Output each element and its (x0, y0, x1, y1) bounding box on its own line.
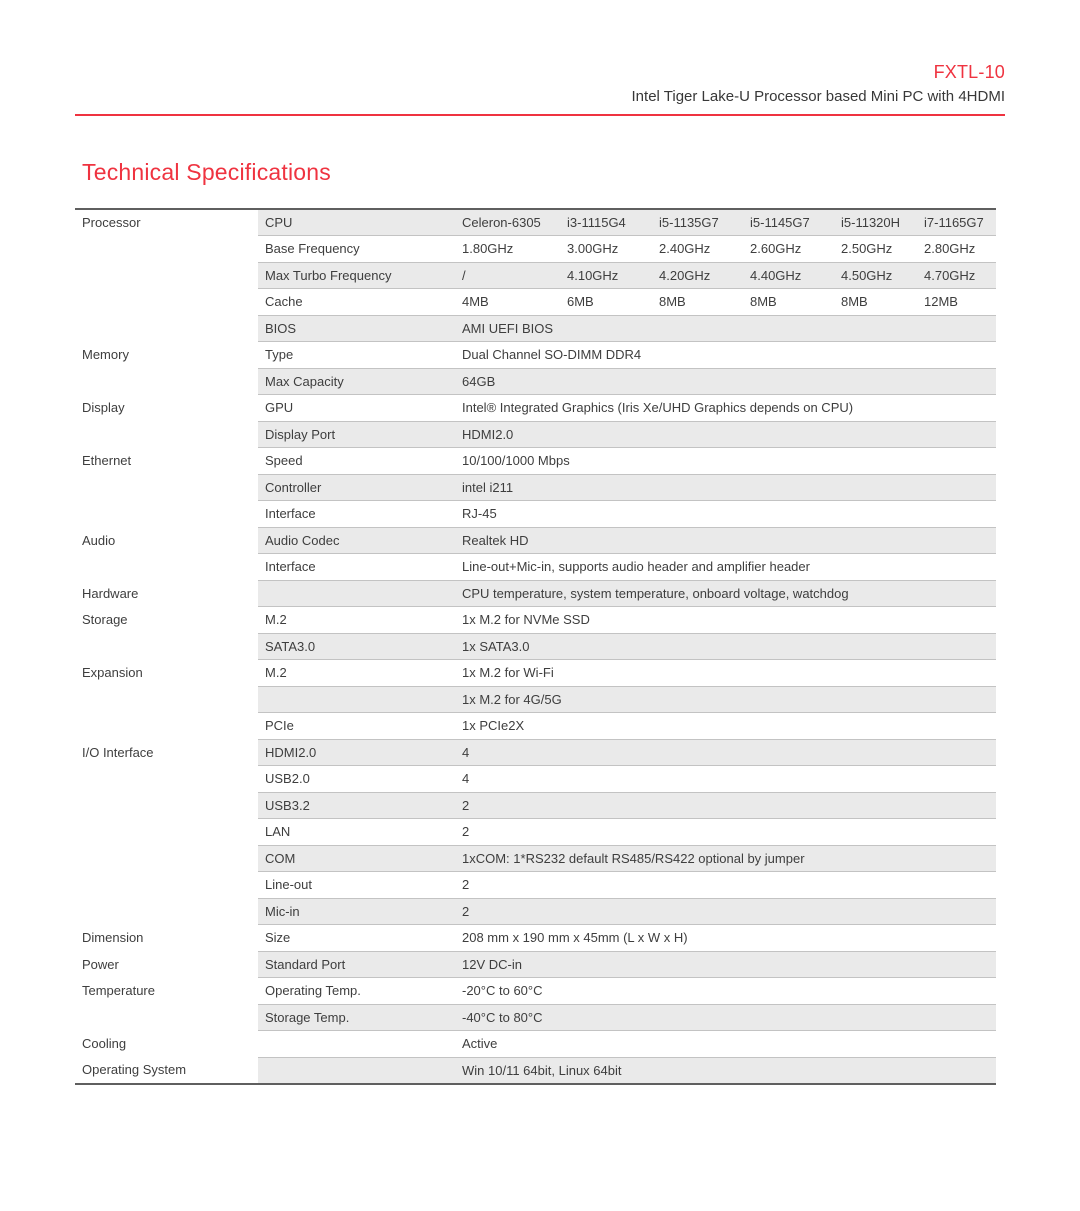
table-row (75, 501, 996, 528)
value-cell: 10/100/1000 Mbps (455, 448, 996, 475)
category-cell (75, 236, 258, 263)
category-cell: Memory (82, 347, 129, 363)
table-row (75, 1031, 996, 1058)
key-cell: Cache (258, 289, 455, 316)
value-cell: 4 (455, 766, 996, 793)
key-cell: BIOS (258, 315, 455, 342)
table-row (75, 262, 996, 289)
table-row (75, 872, 996, 899)
value-cell: 3.00GHz (560, 236, 652, 263)
table-row (75, 527, 996, 554)
value-cell: 2 (455, 898, 996, 925)
key-cell (258, 686, 455, 713)
page-title: Technical Specifications (82, 159, 331, 185)
value-cell: 2 (455, 819, 996, 846)
key-cell: M.2 (258, 607, 455, 634)
key-cell (258, 1057, 455, 1084)
value-cell: i5-1145G7 (743, 209, 834, 236)
datasheet-page (0, 62, 1080, 1085)
value-cell: i3-1115G4 (560, 209, 652, 236)
page-subtitle: Intel Tiger Lake-U Processor based Mini PC with 4HDMI (631, 88, 1005, 105)
category-cell (75, 368, 258, 395)
value-cell: Celeron-6305 (455, 209, 560, 236)
value-cell: 8MB (743, 289, 834, 316)
category-cell: Storage (82, 612, 128, 628)
value-cell: 4.50GHz (834, 262, 917, 289)
table-row (75, 421, 996, 448)
value-cell: 1xCOM: 1*RS232 default RS485/RS422 optional by jumper (455, 845, 996, 872)
table-row (75, 792, 996, 819)
value-cell: 64GB (455, 368, 996, 395)
category-cell (75, 686, 258, 713)
key-cell: M.2 (258, 660, 455, 687)
category-cell (75, 633, 258, 660)
table-row (75, 315, 996, 342)
key-cell: Mic-in (258, 898, 455, 925)
category-cell: Temperature (82, 983, 155, 999)
table-row (75, 925, 996, 952)
value-cell: 4.40GHz (743, 262, 834, 289)
table-row (75, 845, 996, 872)
table-row (75, 448, 996, 475)
table-row (75, 978, 996, 1005)
header-rule (75, 114, 1005, 116)
key-cell: LAN (258, 819, 455, 846)
key-cell: Interface (258, 554, 455, 581)
key-cell: COM (258, 845, 455, 872)
table-row (75, 209, 996, 236)
key-cell: Standard Port (258, 951, 455, 978)
value-cell: 4.10GHz (560, 262, 652, 289)
category-cell (75, 554, 258, 581)
key-cell: PCIe (258, 713, 455, 740)
key-cell: Speed (258, 448, 455, 475)
table-row (75, 766, 996, 793)
key-cell: HDMI2.0 (258, 739, 455, 766)
key-cell: CPU (258, 209, 455, 236)
value-cell: / (455, 262, 560, 289)
value-cell: 1x M.2 for Wi-Fi (455, 660, 996, 687)
table-row (75, 342, 996, 369)
key-cell: Display Port (258, 421, 455, 448)
category-cell: Processor (82, 215, 141, 231)
table-row (75, 713, 996, 740)
category-cell (75, 872, 258, 899)
category-cell (75, 315, 258, 342)
category-cell: Audio (82, 532, 116, 548)
value-cell: 8MB (834, 289, 917, 316)
key-cell: Storage Temp. (258, 1004, 455, 1031)
value-cell: 2.50GHz (834, 236, 917, 263)
value-cell: i5-1135G7 (652, 209, 743, 236)
value-cell: 208 mm x 190 mm x 45mm (L x W x H) (455, 925, 996, 952)
category-cell (75, 845, 258, 872)
table-row (75, 607, 996, 634)
key-cell: USB2.0 (258, 766, 455, 793)
key-cell: Size (258, 925, 455, 952)
value-cell: Active (455, 1031, 996, 1058)
value-cell: 1x M.2 for 4G/5G (455, 686, 996, 713)
value-cell: Line-out+Mic-in, supports audio header and amplifier header (455, 554, 996, 581)
value-cell: -40°C to 80°C (455, 1004, 996, 1031)
category-cell (75, 421, 258, 448)
table-row (75, 633, 996, 660)
value-cell: i7-1165G7 (917, 209, 996, 236)
value-cell: 4 (455, 739, 996, 766)
category-cell (75, 792, 258, 819)
table-row (75, 289, 996, 316)
key-cell: Controller (258, 474, 455, 501)
value-cell: Realtek HD (455, 527, 996, 554)
category-cell: Power (82, 956, 119, 972)
value-cell: HDMI2.0 (455, 421, 996, 448)
category-cell: Dimension (82, 930, 144, 946)
value-cell: AMI UEFI BIOS (455, 315, 996, 342)
value-cell: 6MB (560, 289, 652, 316)
value-cell: 1x M.2 for NVMe SSD (455, 607, 996, 634)
category-cell (75, 501, 258, 528)
value-cell: 2.60GHz (743, 236, 834, 263)
key-cell: Operating Temp. (258, 978, 455, 1005)
spec-table (75, 208, 996, 1085)
key-cell (258, 580, 455, 607)
value-cell: 2 (455, 872, 996, 899)
key-cell: GPU (258, 395, 455, 422)
product-model: FXTL-10 (933, 62, 1005, 82)
table-row (75, 819, 996, 846)
category-cell (75, 474, 258, 501)
key-cell: Base Frequency (258, 236, 455, 263)
key-cell: SATA3.0 (258, 633, 455, 660)
key-cell: Type (258, 342, 455, 369)
value-cell: 1.80GHz (455, 236, 560, 263)
category-cell: I/O Interface (82, 744, 154, 760)
category-cell (75, 262, 258, 289)
table-row (75, 368, 996, 395)
category-cell (75, 713, 258, 740)
category-cell: Expansion (82, 665, 143, 681)
table-row (75, 580, 996, 607)
table-row (75, 236, 996, 263)
value-cell: Dual Channel SO-DIMM DDR4 (455, 342, 996, 369)
value-cell: RJ-45 (455, 501, 996, 528)
table-row (75, 1004, 996, 1031)
value-cell: 12V DC-in (455, 951, 996, 978)
doc-header (75, 62, 1005, 106)
category-cell: Cooling (82, 1036, 127, 1052)
value-cell: CPU temperature, system temperature, onboard voltage, watchdog (455, 580, 996, 607)
value-cell: 1x SATA3.0 (455, 633, 996, 660)
value-cell: 4.20GHz (652, 262, 743, 289)
category-cell (75, 289, 258, 316)
spec-table-body (75, 209, 996, 1084)
value-cell: 4MB (455, 289, 560, 316)
key-cell (258, 1031, 455, 1058)
table-row (75, 660, 996, 687)
category-cell (75, 766, 258, 793)
category-cell: Hardware (82, 585, 139, 601)
value-cell: 2.40GHz (652, 236, 743, 263)
key-cell: Max Turbo Frequency (258, 262, 455, 289)
table-row (75, 554, 996, 581)
table-row (75, 898, 996, 925)
table-row (75, 395, 996, 422)
value-cell: 2.80GHz (917, 236, 996, 263)
category-cell (75, 819, 258, 846)
table-row (75, 474, 996, 501)
value-cell: 12MB (917, 289, 996, 316)
table-row (75, 951, 996, 978)
value-cell: Intel® Integrated Graphics (Iris Xe/UHD Graphics depends on CPU) (455, 395, 996, 422)
value-cell: intel i211 (455, 474, 996, 501)
key-cell: Max Capacity (258, 368, 455, 395)
value-cell: 2 (455, 792, 996, 819)
key-cell: USB3.2 (258, 792, 455, 819)
key-cell: Interface (258, 501, 455, 528)
category-cell: Display (82, 400, 125, 416)
category-cell (75, 898, 258, 925)
value-cell: Win 10/11 64bit, Linux 64bit (455, 1057, 996, 1084)
category-cell (75, 1004, 258, 1031)
key-cell: Audio Codec (258, 527, 455, 554)
value-cell: 1x PCIe2X (455, 713, 996, 740)
value-cell: 8MB (652, 289, 743, 316)
table-row (75, 1057, 996, 1084)
table-row (75, 739, 996, 766)
value-cell: i5-11320H (834, 209, 917, 236)
table-row (75, 686, 996, 713)
category-cell: Operating System (82, 1062, 187, 1078)
value-cell: 4.70GHz (917, 262, 996, 289)
value-cell: -20°C to 60°C (455, 978, 996, 1005)
key-cell: Line-out (258, 872, 455, 899)
category-cell: Ethernet (82, 453, 132, 469)
